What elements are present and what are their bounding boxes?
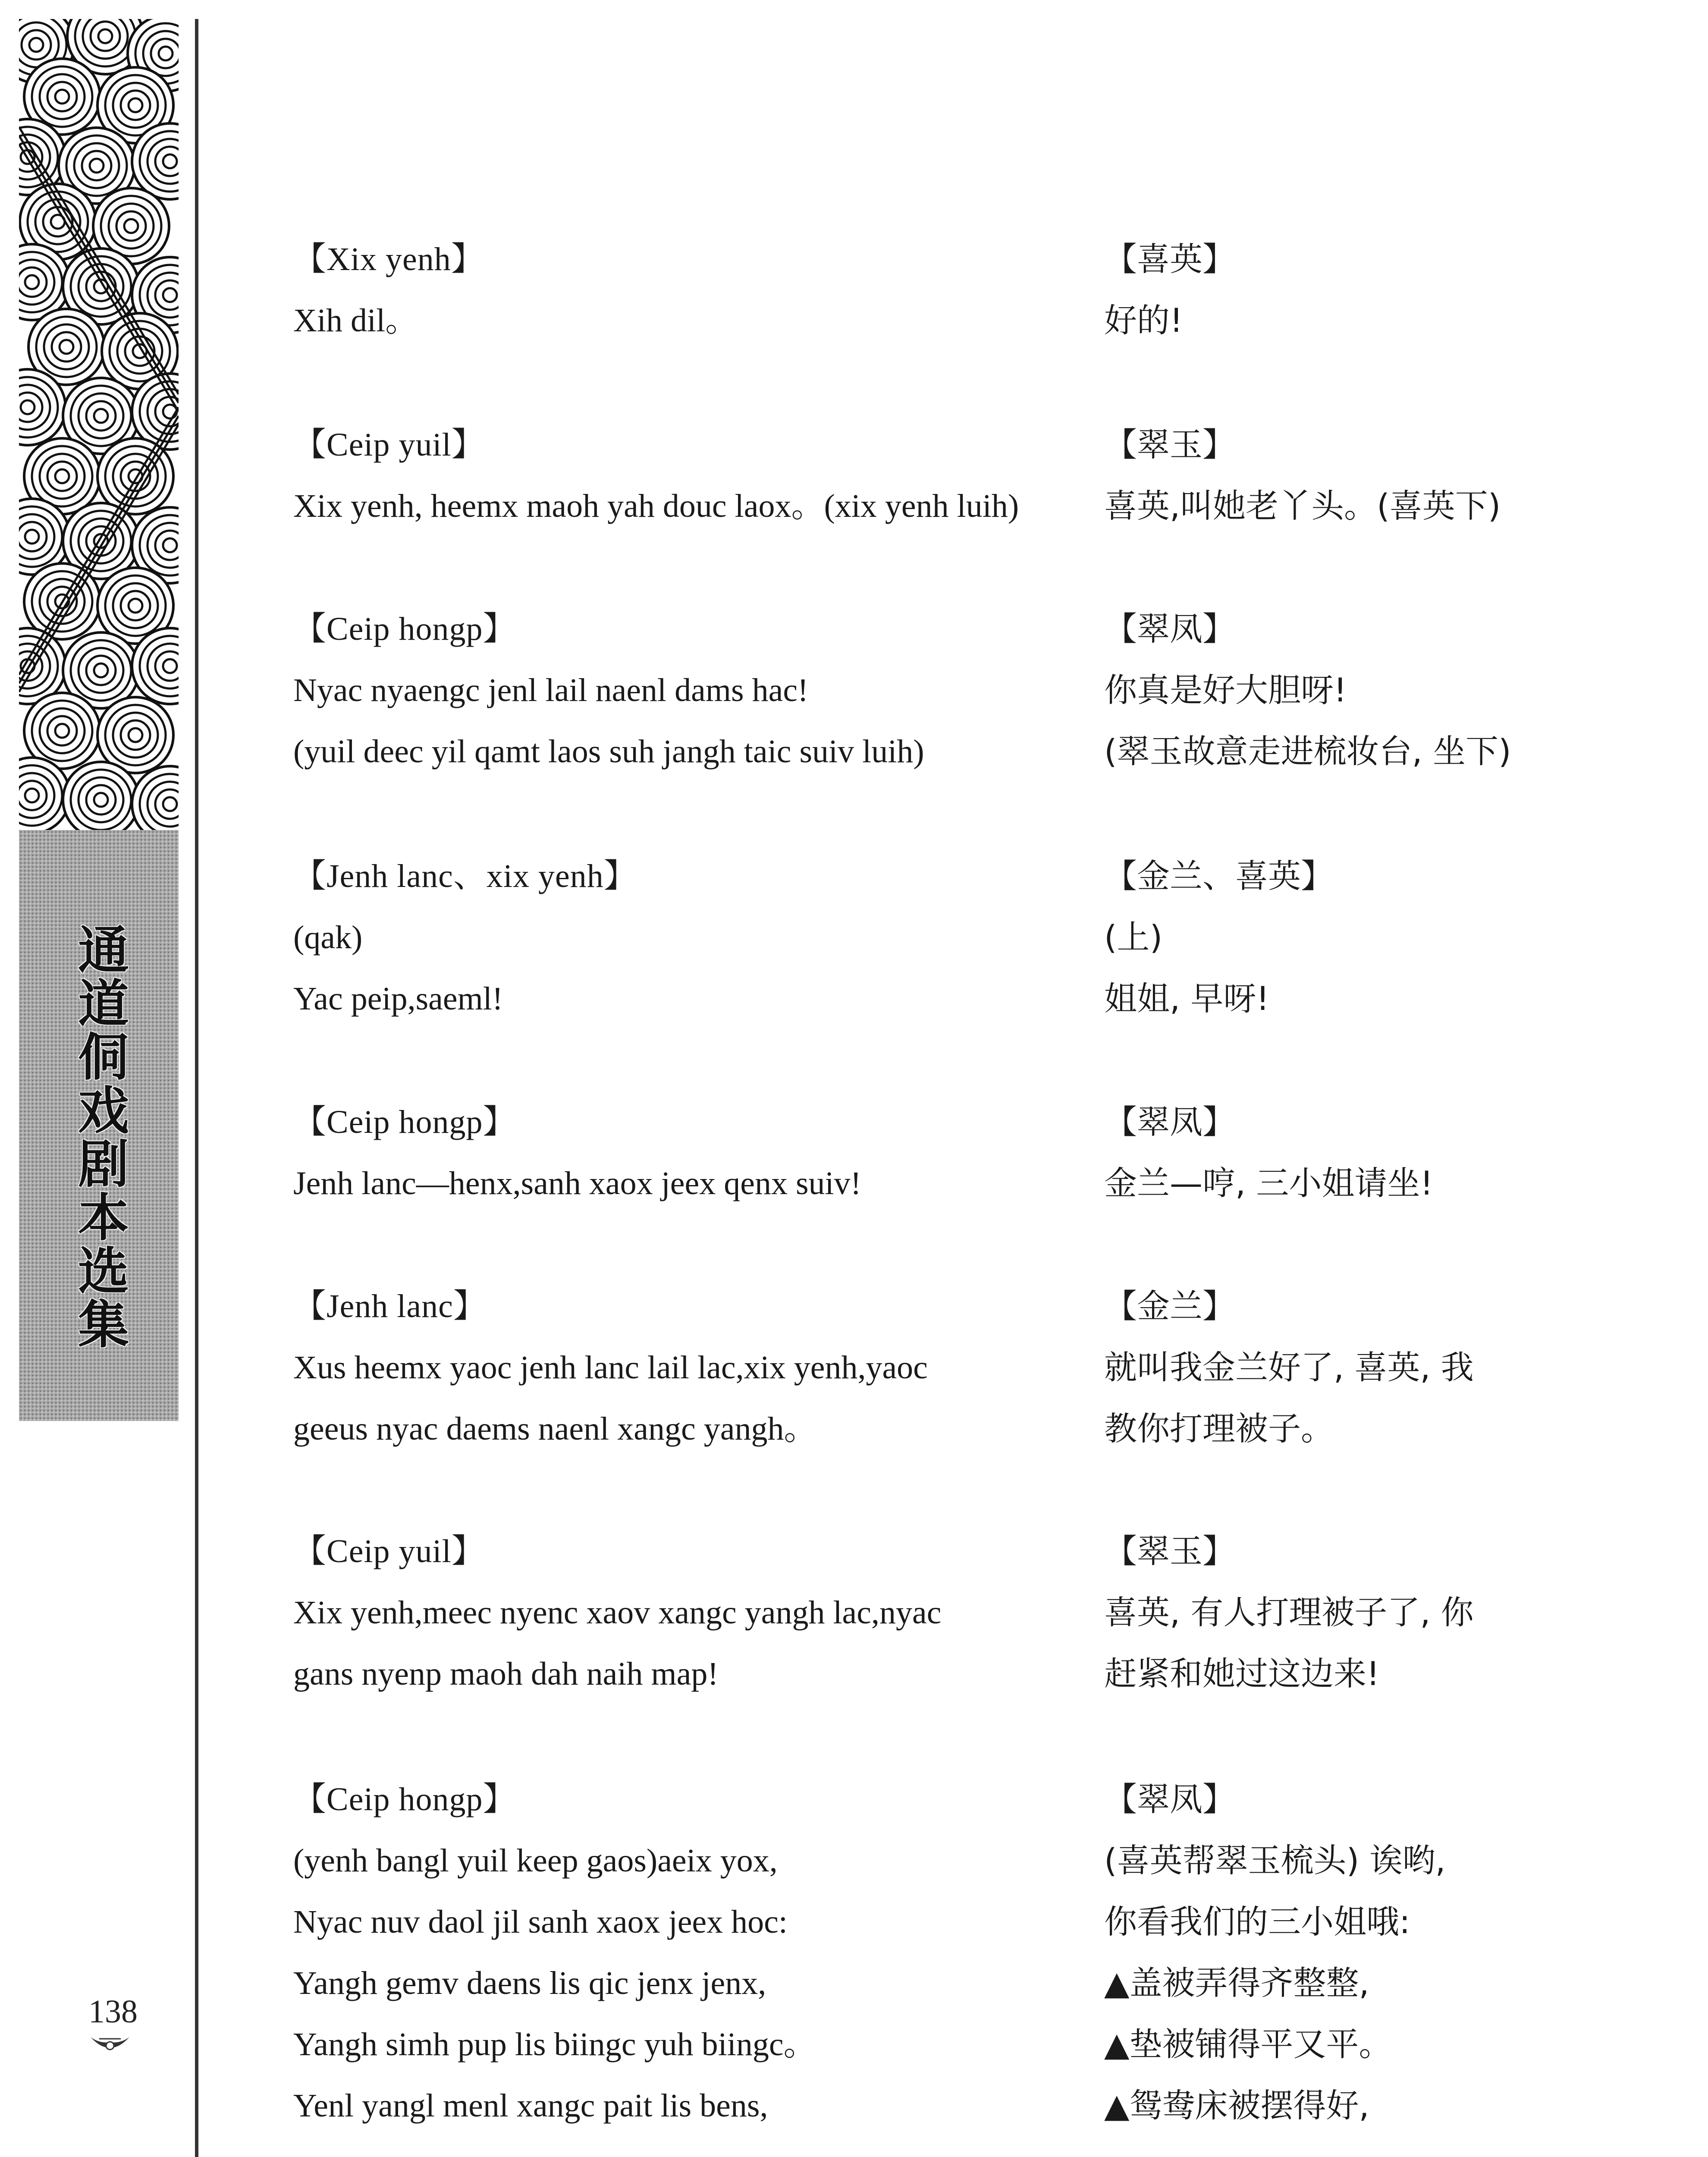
chinese-column	[1104, 1276, 1579, 1459]
chinese-line: 你真是好大胆呀!	[1104, 671, 1347, 709]
dong-line: Xus heemx yaoc jenh lanc lail lac,xix yenh,yaoc	[293, 1349, 928, 1386]
dong-line: Nyac nyaengc jenl lail naenl dams hac!	[293, 672, 809, 708]
dong-column	[293, 1091, 1070, 1214]
speaker-dong: 【Jenh lanc、xix yenh】	[293, 858, 637, 894]
speaker-dong: 【Ceip hongp】	[293, 611, 516, 647]
chinese-column	[1104, 1521, 1579, 1704]
speaker-dong: 【Ceip hongp】	[293, 1104, 516, 1140]
chinese-line: 喜英, 有人打理被子了, 你	[1104, 1593, 1474, 1632]
speaker-chinese: 【翠玉】	[1104, 425, 1235, 464]
dong-column	[293, 229, 1070, 351]
chinese-line: 教你打理被子。	[1104, 1409, 1334, 1448]
chinese-line: ▲鸳鸯床被摆得好,	[1104, 2086, 1369, 2125]
book-title: 通道侗戏剧本选集	[69, 923, 129, 1351]
dong-line: (yuil deec yil qamt laos suh jangh taic suiv luih)	[293, 733, 924, 770]
chinese-line: (翠玉故意走进梳妆台, 坐下)	[1104, 732, 1511, 770]
chinese-line: 姐姐, 早呀!	[1104, 979, 1269, 1018]
speaker-chinese: 【翠凤】	[1104, 1103, 1235, 1141]
dong-line: Yenl yangl menl xangc pait lis bens,	[293, 2088, 768, 2124]
dong-line: Jenh lanc—henx,sanh xaox jeex qenx suiv!	[293, 1165, 861, 1201]
chinese-line: 喜英,叫她老丫头。(喜英下)	[1104, 487, 1501, 525]
dong-line: Xih dil。	[293, 302, 418, 339]
speaker-dong: 【Xix yenh】	[293, 241, 484, 277]
speaker-chinese: 【翠凤】	[1104, 610, 1235, 648]
chinese-column	[1104, 598, 1579, 782]
speaker-chinese: 【翠玉】	[1104, 1532, 1235, 1570]
page-number: 138	[88, 1993, 138, 2030]
speaker-chinese: 【金兰、喜英】	[1104, 857, 1334, 895]
dong-column	[293, 598, 1070, 782]
dong-line: Yangh gemv daens lis qic jenx jenx,	[293, 1965, 766, 2001]
chinese-column	[1104, 1769, 1579, 2136]
dong-column	[293, 1769, 1070, 2136]
chinese-line: 好的!	[1104, 301, 1183, 340]
chinese-line: (上)	[1104, 918, 1163, 956]
dong-line: Xix yenh,meec nyenc xaov xangc yangh lac,nyac	[293, 1594, 942, 1631]
dong-line: geeus nyac daems naenl xangc yangh。	[293, 1411, 817, 1447]
speaker-chinese: 【翠凤】	[1104, 1780, 1235, 1818]
dong-line: (qak)	[293, 919, 363, 956]
chinese-line: 就叫我金兰好了, 喜英, 我	[1104, 1348, 1474, 1387]
chinese-line: 金兰—哼, 三小姐请坐!	[1104, 1164, 1433, 1202]
dong-line: gans nyenp maoh dah naih map!	[293, 1656, 719, 1692]
chinese-column	[1104, 1091, 1579, 1214]
chinese-line: ▲盖被弄得齐整整,	[1104, 1964, 1369, 2002]
speaker-dong: 【Jenh lanc】	[293, 1288, 487, 1324]
speaker-dong: 【Ceip yuil】	[293, 1533, 485, 1569]
speaker-dong: 【Ceip hongp】	[293, 1781, 516, 1817]
dong-column	[293, 414, 1070, 537]
chinese-column	[1104, 414, 1579, 537]
dong-line: Nyac nuv daol jil sanh xaox jeex hoc:	[293, 1904, 788, 1940]
spine-divider	[195, 19, 198, 2157]
speaker-dong: 【Ceip yuil】	[293, 427, 485, 463]
chinese-line: 你看我们的三小姐哦:	[1104, 1902, 1410, 1941]
speaker-chinese: 【金兰】	[1104, 1287, 1235, 1325]
chinese-column	[1104, 846, 1579, 1029]
dong-line: Yangh simh pup lis biingc yuh biingc。	[293, 2026, 816, 2063]
dong-column	[293, 1276, 1070, 1459]
dong-line: Xix yenh, heemx maoh yah douc laox。(xix yenh luih)	[293, 488, 1019, 524]
ornament-icon	[86, 2033, 134, 2059]
dong-line: (yenh bangl yuil keep gaos)aeix yox,	[293, 1843, 778, 1879]
chinese-line: 赶紧和她过这边来!	[1104, 1654, 1380, 1693]
dong-line: Yac peip,saeml!	[293, 981, 503, 1017]
cloud-pattern-decoration	[19, 19, 179, 830]
chinese-column	[1104, 229, 1579, 351]
chinese-line: (喜英帮翠玉梳头) 诶哟,	[1104, 1841, 1446, 1880]
speaker-chinese: 【喜英】	[1104, 240, 1235, 278]
dong-column	[293, 846, 1070, 1029]
chinese-line: ▲垫被铺得平又平。	[1104, 2025, 1392, 2063]
dong-column	[293, 1521, 1070, 1704]
